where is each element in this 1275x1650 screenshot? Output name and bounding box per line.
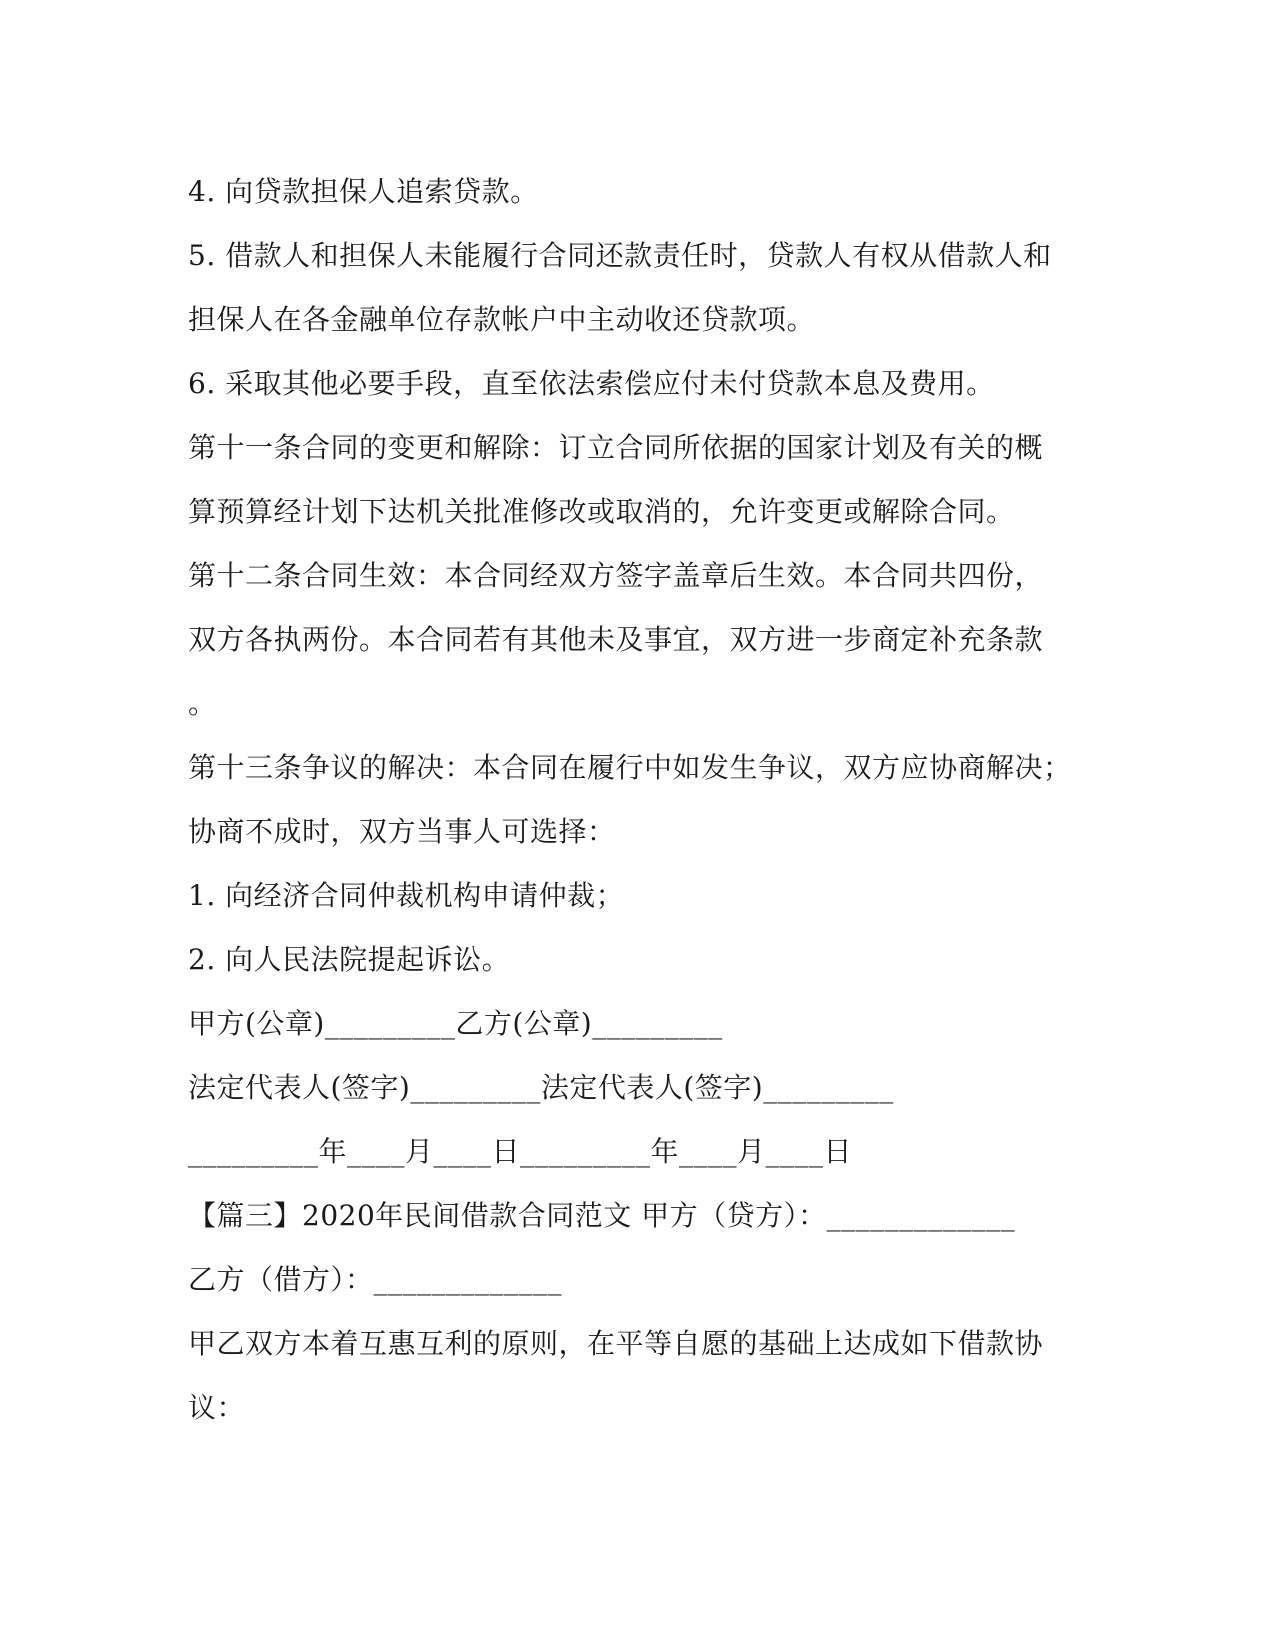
legal-representative-line: 法定代表人(签字)_________法定代表人(签字)_________ bbox=[188, 1071, 894, 1104]
article-13-line-1: 第十三条争议的解决：本合同在履行中如发生争议，双方应协商解决； bbox=[188, 751, 1072, 784]
document-body bbox=[188, 160, 1088, 1440]
clause-5-line-1: 5. 借款人和担保人未能履行合同还款责任时，贷款人有权从借款人和 bbox=[188, 239, 1052, 272]
article-11-line-1: 第十一条合同的变更和解除：订立合同所依据的国家计划及有关的概 bbox=[188, 431, 1044, 464]
article-12-line-2: 双方各执两份。本合同若有其他未及事宜，双方进一步商定补充条款 bbox=[188, 623, 1044, 656]
article-13-line-2: 协商不成时，双方当事人可选择： bbox=[188, 815, 616, 848]
party-seal-line: 甲方(公章)_________乙方(公章)_________ bbox=[188, 1007, 723, 1040]
section-3-heading-lender: 【篇三】2020年民间借款合同范文 甲方（贷方）：_____________ bbox=[188, 1199, 1016, 1232]
option-2-litigation: 2. 向人民法院提起诉讼。 bbox=[188, 943, 511, 976]
article-11-line-2: 算预算经计划下达机关批准修改或取消的，允许变更或解除合同。 bbox=[188, 495, 1015, 528]
clause-4-recourse-guarantor: 4. 向贷款担保人追索贷款。 bbox=[188, 175, 539, 208]
clause-5-line-2: 担保人在各金融单位存款帐户中主动收还贷款项。 bbox=[188, 303, 816, 336]
clause-6-other-means: 6. 采取其他必要手段，直至依法索偿应付未付贷款本息及费用。 bbox=[188, 367, 995, 400]
article-12-line-1: 第十二条合同生效：本合同经双方签字盖章后生效。本合同共四份， bbox=[188, 559, 1044, 592]
borrower-line: 乙方（借方）：_____________ bbox=[188, 1263, 563, 1296]
article-12-line-3: 。 bbox=[188, 687, 217, 720]
agreement-intro-line-1: 甲乙双方本着互惠互利的原则，在平等自愿的基础上达成如下借款协 bbox=[188, 1327, 1044, 1360]
agreement-intro-line-2: 议： bbox=[188, 1391, 246, 1424]
date-line: _________年____月____日_________年____月____日 bbox=[188, 1135, 853, 1168]
option-1-arbitration: 1. 向经济合同仲裁机构申请仲裁； bbox=[188, 879, 625, 912]
